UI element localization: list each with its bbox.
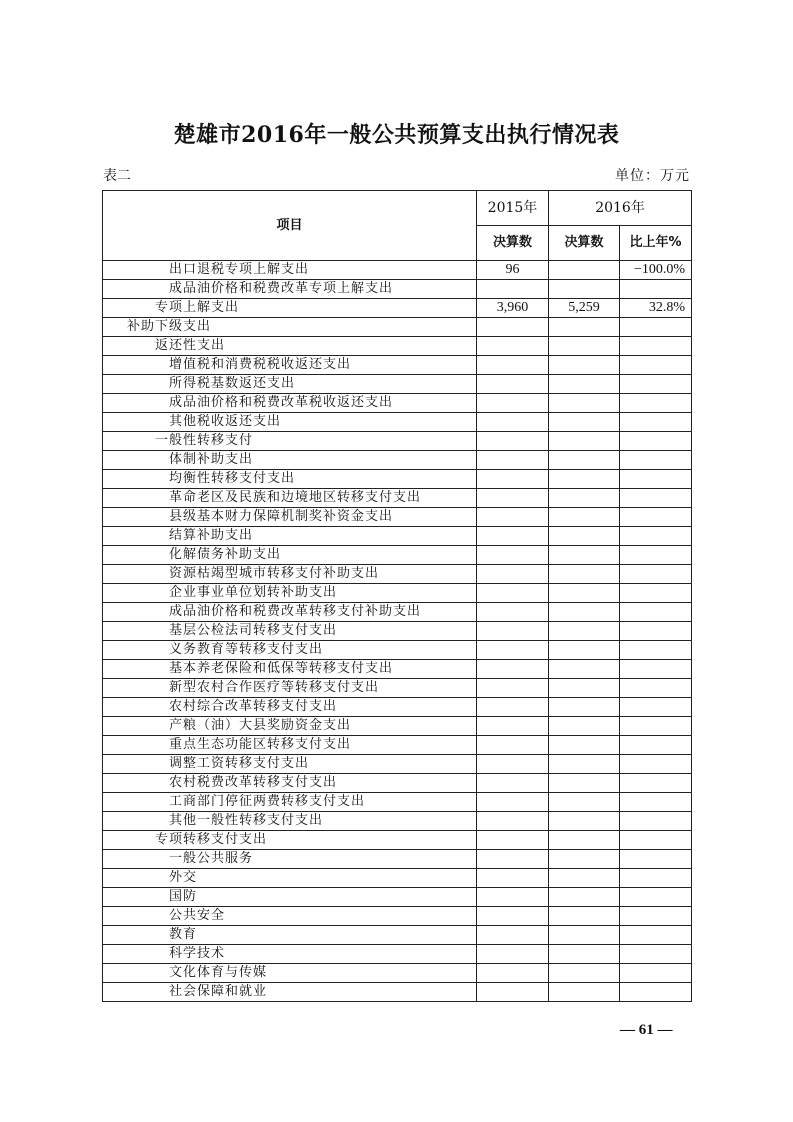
row-2016-value (549, 755, 620, 774)
row-change-pct (620, 964, 692, 983)
row-item-name: 义务教育等转移支付支出 (103, 641, 477, 660)
row-2015-value (477, 337, 549, 356)
table-row (103, 470, 692, 489)
table-row (103, 565, 692, 584)
row-change-pct (620, 983, 692, 1002)
row-change-pct (620, 907, 692, 926)
row-2016-value (549, 850, 620, 869)
row-2016-value (549, 717, 620, 736)
row-item-name: 基层公检法司转移支付支出 (103, 622, 477, 641)
row-2016-value (549, 983, 620, 1002)
row-2015-value (477, 622, 549, 641)
row-2016-value (549, 261, 620, 280)
row-2015-value (477, 375, 549, 394)
row-2016-value (549, 413, 620, 432)
row-change-pct (620, 888, 692, 907)
table-row (103, 394, 692, 413)
row-item-name: 国防 (103, 888, 477, 907)
row-item-name: 公共安全 (103, 907, 477, 926)
row-item-name: 均衡性转移支付支出 (103, 470, 477, 489)
row-2016-value (549, 451, 620, 470)
row-2016-value (549, 565, 620, 584)
row-change-pct (620, 470, 692, 489)
header-change: 比上年% (620, 226, 692, 261)
row-item-name: 调整工资转移支付支出 (103, 755, 477, 774)
table-row (103, 356, 692, 375)
table-row (103, 660, 692, 679)
row-item-name: 其他一般性转移支付支出 (103, 812, 477, 831)
row-2015-value (477, 318, 549, 337)
header-2015-final: 决算数 (477, 226, 549, 261)
table-row (103, 527, 692, 546)
row-2016-value (549, 831, 620, 850)
row-item-name: 成品油价格和税费改革税收返还支出 (103, 394, 477, 413)
table-row (103, 774, 692, 793)
row-2016-value (549, 907, 620, 926)
page-number: — 61 — (620, 1022, 673, 1038)
row-item-name: 工商部门停征两费转移支付支出 (103, 793, 477, 812)
row-change-pct (620, 774, 692, 793)
table-row (103, 622, 692, 641)
row-2015-value (477, 831, 549, 850)
row-change-pct (620, 793, 692, 812)
row-change-pct (620, 831, 692, 850)
row-item-name: 一般公共服务 (103, 850, 477, 869)
row-2015-value (477, 413, 549, 432)
row-change-pct (620, 546, 692, 565)
row-item-name: 体制补助支出 (103, 451, 477, 470)
row-2015-value (477, 907, 549, 926)
row-item-name: 文化体育与传媒 (103, 964, 477, 983)
row-item-name: 资源枯竭型城市转移支付补助支出 (103, 565, 477, 584)
row-item-name: 专项上解支出 (103, 299, 477, 318)
row-change-pct (620, 850, 692, 869)
table-row (103, 413, 692, 432)
row-2016-value (549, 679, 620, 698)
expenditure-table (102, 190, 692, 1002)
row-2016-value (549, 774, 620, 793)
row-2016-value (549, 698, 620, 717)
unit-label: 单位：万元 (615, 168, 690, 184)
row-item-name: 所得税基数返还支出 (103, 375, 477, 394)
row-2015-value (477, 793, 549, 812)
row-2016-value (549, 622, 620, 641)
row-2015-value (477, 869, 549, 888)
table-row (103, 850, 692, 869)
row-change-pct (620, 508, 692, 527)
row-change-pct (620, 565, 692, 584)
table-number-label: 表二 (103, 168, 131, 184)
row-2015-value (477, 679, 549, 698)
row-2015-value (477, 280, 549, 299)
row-item-name: 新型农村合作医疗等转移支付支出 (103, 679, 477, 698)
row-2015-value (477, 641, 549, 660)
table-row (103, 983, 692, 1002)
table-row (103, 451, 692, 470)
row-item-name: 化解债务补助支出 (103, 546, 477, 565)
row-item-name: 增值税和消费税税收返还支出 (103, 356, 477, 375)
row-item-name: 县级基本财力保障机制奖补资金支出 (103, 508, 477, 527)
row-2015-value (477, 394, 549, 413)
row-2016-value (549, 432, 620, 451)
row-change-pct: 32.8% (620, 299, 692, 318)
row-item-name: 其他税收返还支出 (103, 413, 477, 432)
row-item-name: 社会保障和就业 (103, 983, 477, 1002)
table-row (103, 926, 692, 945)
row-item-name: 科学技术 (103, 945, 477, 964)
row-2016-value (549, 470, 620, 489)
row-change-pct (620, 812, 692, 831)
row-change-pct (620, 413, 692, 432)
table-body (103, 261, 692, 1002)
row-2016-value (549, 736, 620, 755)
row-2016-value (549, 546, 620, 565)
table-row (103, 432, 692, 451)
row-item-name: 结算补助支出 (103, 527, 477, 546)
row-2015-value (477, 451, 549, 470)
row-change-pct (620, 489, 692, 508)
row-2016-value (549, 812, 620, 831)
table-row (103, 907, 692, 926)
row-2016-value (549, 527, 620, 546)
row-2015-value (477, 755, 549, 774)
row-change-pct: −100.0% (620, 261, 692, 280)
row-2016-value (549, 603, 620, 622)
table-row (103, 717, 692, 736)
row-2016-value (549, 964, 620, 983)
table-row (103, 679, 692, 698)
table-row (103, 964, 692, 983)
table-row (103, 546, 692, 565)
row-2015-value (477, 736, 549, 755)
table-row (103, 736, 692, 755)
row-change-pct (620, 603, 692, 622)
row-2016-value (549, 869, 620, 888)
row-change-pct (620, 698, 692, 717)
row-2016-value (549, 641, 620, 660)
row-2015-value (477, 470, 549, 489)
row-change-pct (620, 375, 692, 394)
row-change-pct (620, 337, 692, 356)
table-row (103, 603, 692, 622)
table-row (103, 337, 692, 356)
row-2015-value (477, 945, 549, 964)
table-row (103, 261, 692, 280)
row-change-pct (620, 736, 692, 755)
row-change-pct (620, 318, 692, 337)
row-change-pct (620, 394, 692, 413)
table-row (103, 299, 692, 318)
row-item-name: 企业事业单位划转补助支出 (103, 584, 477, 603)
row-item-name: 重点生态功能区转移支付支出 (103, 736, 477, 755)
row-item-name: 成品油价格和税费改革专项上解支出 (103, 280, 477, 299)
row-change-pct (620, 280, 692, 299)
row-2015-value (477, 565, 549, 584)
row-change-pct (620, 451, 692, 470)
row-change-pct (620, 584, 692, 603)
row-change-pct (620, 356, 692, 375)
row-2016-value (549, 945, 620, 964)
row-2016-value (549, 280, 620, 299)
table-row (103, 280, 692, 299)
row-2015-value (477, 774, 549, 793)
table-row (103, 318, 692, 337)
row-2015-value (477, 850, 549, 869)
row-item-name: 出口退税专项上解支出 (103, 261, 477, 280)
row-2016-value (549, 888, 620, 907)
table-row (103, 812, 692, 831)
row-2015-value (477, 356, 549, 375)
row-2015-value (477, 698, 549, 717)
row-item-name: 补助下级支出 (103, 318, 477, 337)
row-2015-value (477, 508, 549, 527)
row-item-name: 教育 (103, 926, 477, 945)
table-row (103, 831, 692, 850)
row-2016-value (549, 337, 620, 356)
row-change-pct (620, 641, 692, 660)
row-2015-value (477, 527, 549, 546)
row-2015-value (477, 983, 549, 1002)
row-2015-value (477, 546, 549, 565)
header-item: 项目 (103, 191, 477, 261)
row-change-pct (620, 622, 692, 641)
row-2016-value: 5,259 (549, 299, 620, 318)
table-row (103, 945, 692, 964)
row-item-name: 一般性转移支付 (103, 432, 477, 451)
table-row (103, 489, 692, 508)
row-item-name: 农村税费改革转移支付支出 (103, 774, 477, 793)
row-2015-value (477, 660, 549, 679)
header-year-2016: 2016年 (549, 191, 692, 226)
row-2016-value (549, 356, 620, 375)
row-2016-value (549, 660, 620, 679)
row-2016-value (549, 926, 620, 945)
row-2016-value (549, 584, 620, 603)
row-change-pct (620, 945, 692, 964)
row-2016-value (549, 489, 620, 508)
row-change-pct (620, 432, 692, 451)
row-change-pct (620, 755, 692, 774)
row-2015-value (477, 888, 549, 907)
table-row (103, 888, 692, 907)
row-2015-value (477, 926, 549, 945)
row-2015-value (477, 489, 549, 508)
row-item-name: 成品油价格和税费改革转移支付补助支出 (103, 603, 477, 622)
header-2016-final: 决算数 (549, 226, 620, 261)
row-2015-value: 3,960 (477, 299, 549, 318)
row-2015-value (477, 717, 549, 736)
row-2016-value (549, 375, 620, 394)
row-item-name: 基本养老保险和低保等转移支付支出 (103, 660, 477, 679)
table-row (103, 508, 692, 527)
row-2015-value (477, 432, 549, 451)
row-item-name: 外交 (103, 869, 477, 888)
row-2016-value (549, 793, 620, 812)
table-row (103, 641, 692, 660)
row-item-name: 农村综合改革转移支付支出 (103, 698, 477, 717)
table-row (103, 793, 692, 812)
row-2015-value: 96 (477, 261, 549, 280)
row-item-name: 返还性支出 (103, 337, 477, 356)
table-row (103, 584, 692, 603)
row-item-name: 专项转移支付支出 (103, 831, 477, 850)
row-2015-value (477, 812, 549, 831)
row-2016-value (549, 394, 620, 413)
row-change-pct (620, 869, 692, 888)
page-title: 楚雄市2016年一般公共预算支出执行情况表 (173, 122, 620, 148)
table-row (103, 375, 692, 394)
row-2016-value (549, 318, 620, 337)
row-change-pct (620, 527, 692, 546)
row-item-name: 革命老区及民族和边境地区转移支付支出 (103, 489, 477, 508)
row-2016-value (549, 508, 620, 527)
table-row (103, 755, 692, 774)
row-change-pct (620, 679, 692, 698)
row-change-pct (620, 926, 692, 945)
row-2015-value (477, 584, 549, 603)
header-year-2015: 2015年 (477, 191, 549, 226)
table-row (103, 869, 692, 888)
table-row (103, 698, 692, 717)
row-item-name: 产粮（油）大县奖励资金支出 (103, 717, 477, 736)
row-2015-value (477, 964, 549, 983)
row-2015-value (477, 603, 549, 622)
row-change-pct (620, 717, 692, 736)
row-change-pct (620, 660, 692, 679)
